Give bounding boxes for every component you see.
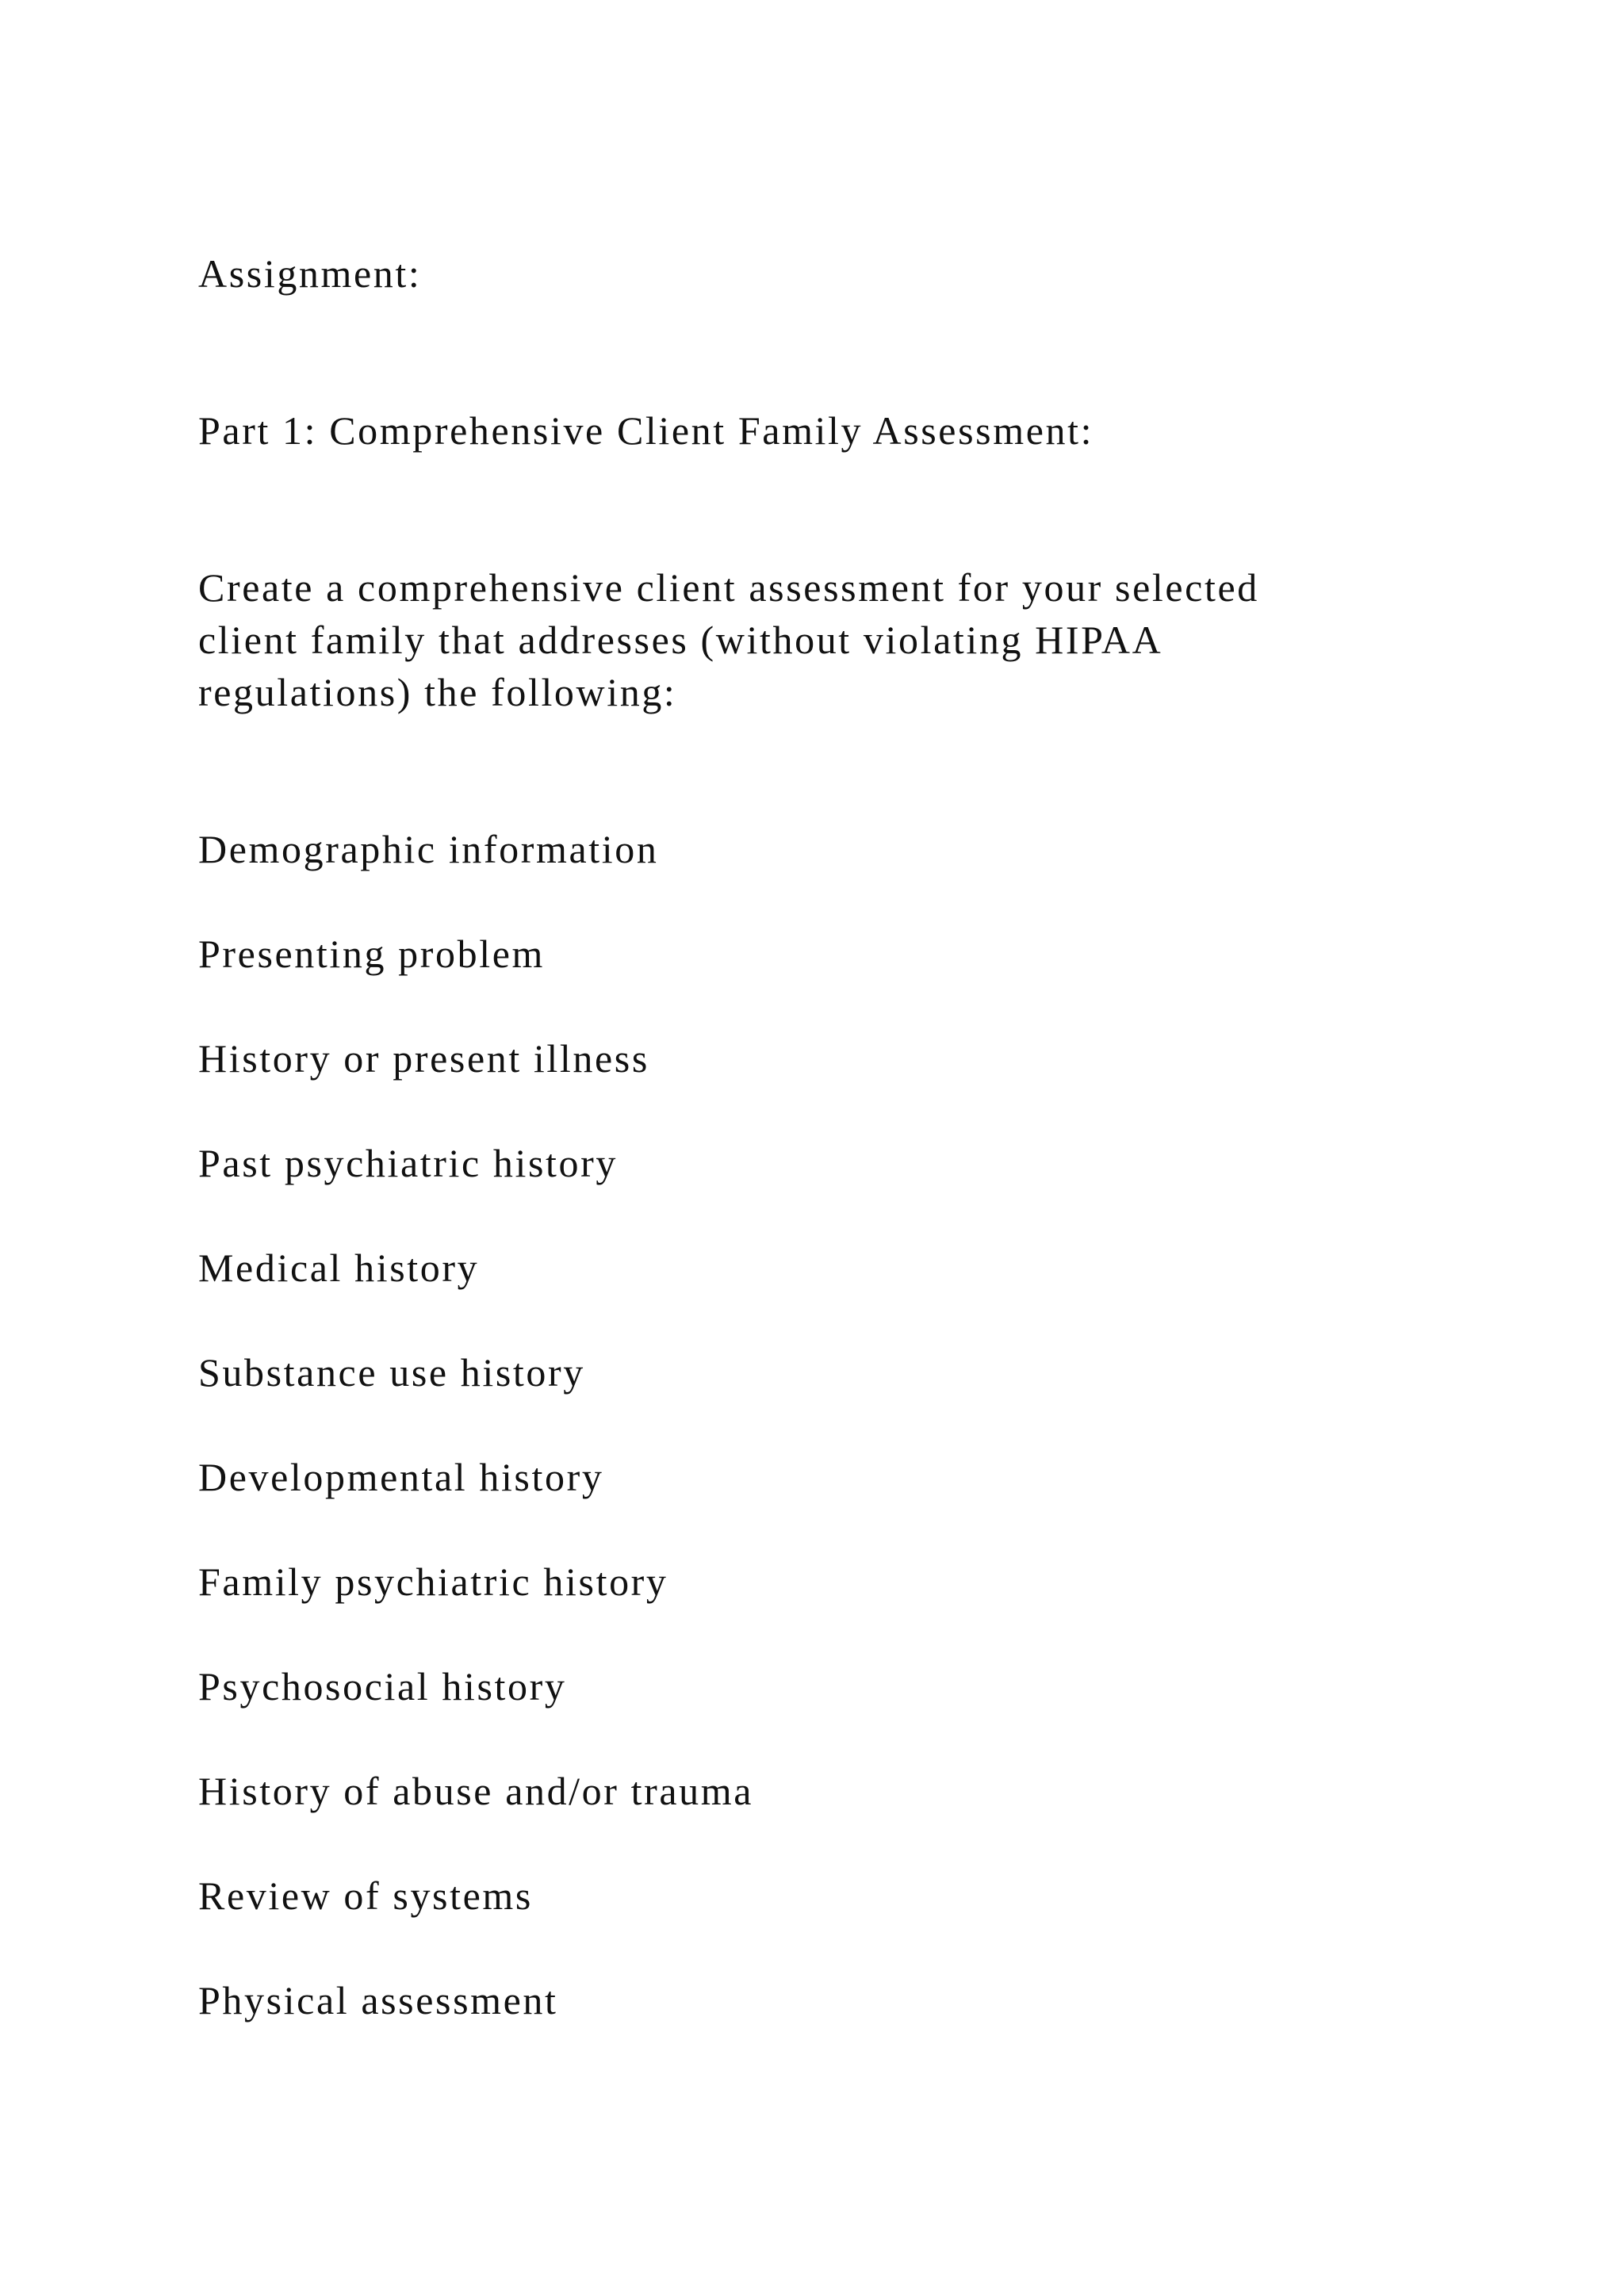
intro-line: regulations) the following: [198, 670, 677, 714]
list-item: Presenting problem [198, 932, 546, 976]
intro-line: Create a comprehensive client assessment for your selected [198, 565, 1259, 610]
list-item: History or present illness [198, 1036, 649, 1081]
list-item: Physical assessment [198, 1978, 558, 2022]
list-item: Review of systems [198, 1873, 533, 1918]
list-item: Family psychiatric history [198, 1559, 668, 1604]
assignment-heading: Assignment: [198, 251, 422, 296]
list-item: Demographic information [198, 827, 659, 871]
list-item: Developmental history [198, 1455, 604, 1499]
list-item: Past psychiatric history [198, 1141, 619, 1185]
list-item: History of abuse and/or trauma [198, 1769, 754, 1813]
list-item: Substance use history [198, 1350, 585, 1395]
intro-paragraph [198, 561, 1259, 718]
list-item: Psychosocial history [198, 1664, 567, 1709]
list-item: Medical history [198, 1246, 480, 1290]
intro-line: client family that addresses (without violating HIPAA [198, 618, 1163, 662]
part-title: Part 1: Comprehensive Client Family Assessment: [198, 408, 1094, 453]
